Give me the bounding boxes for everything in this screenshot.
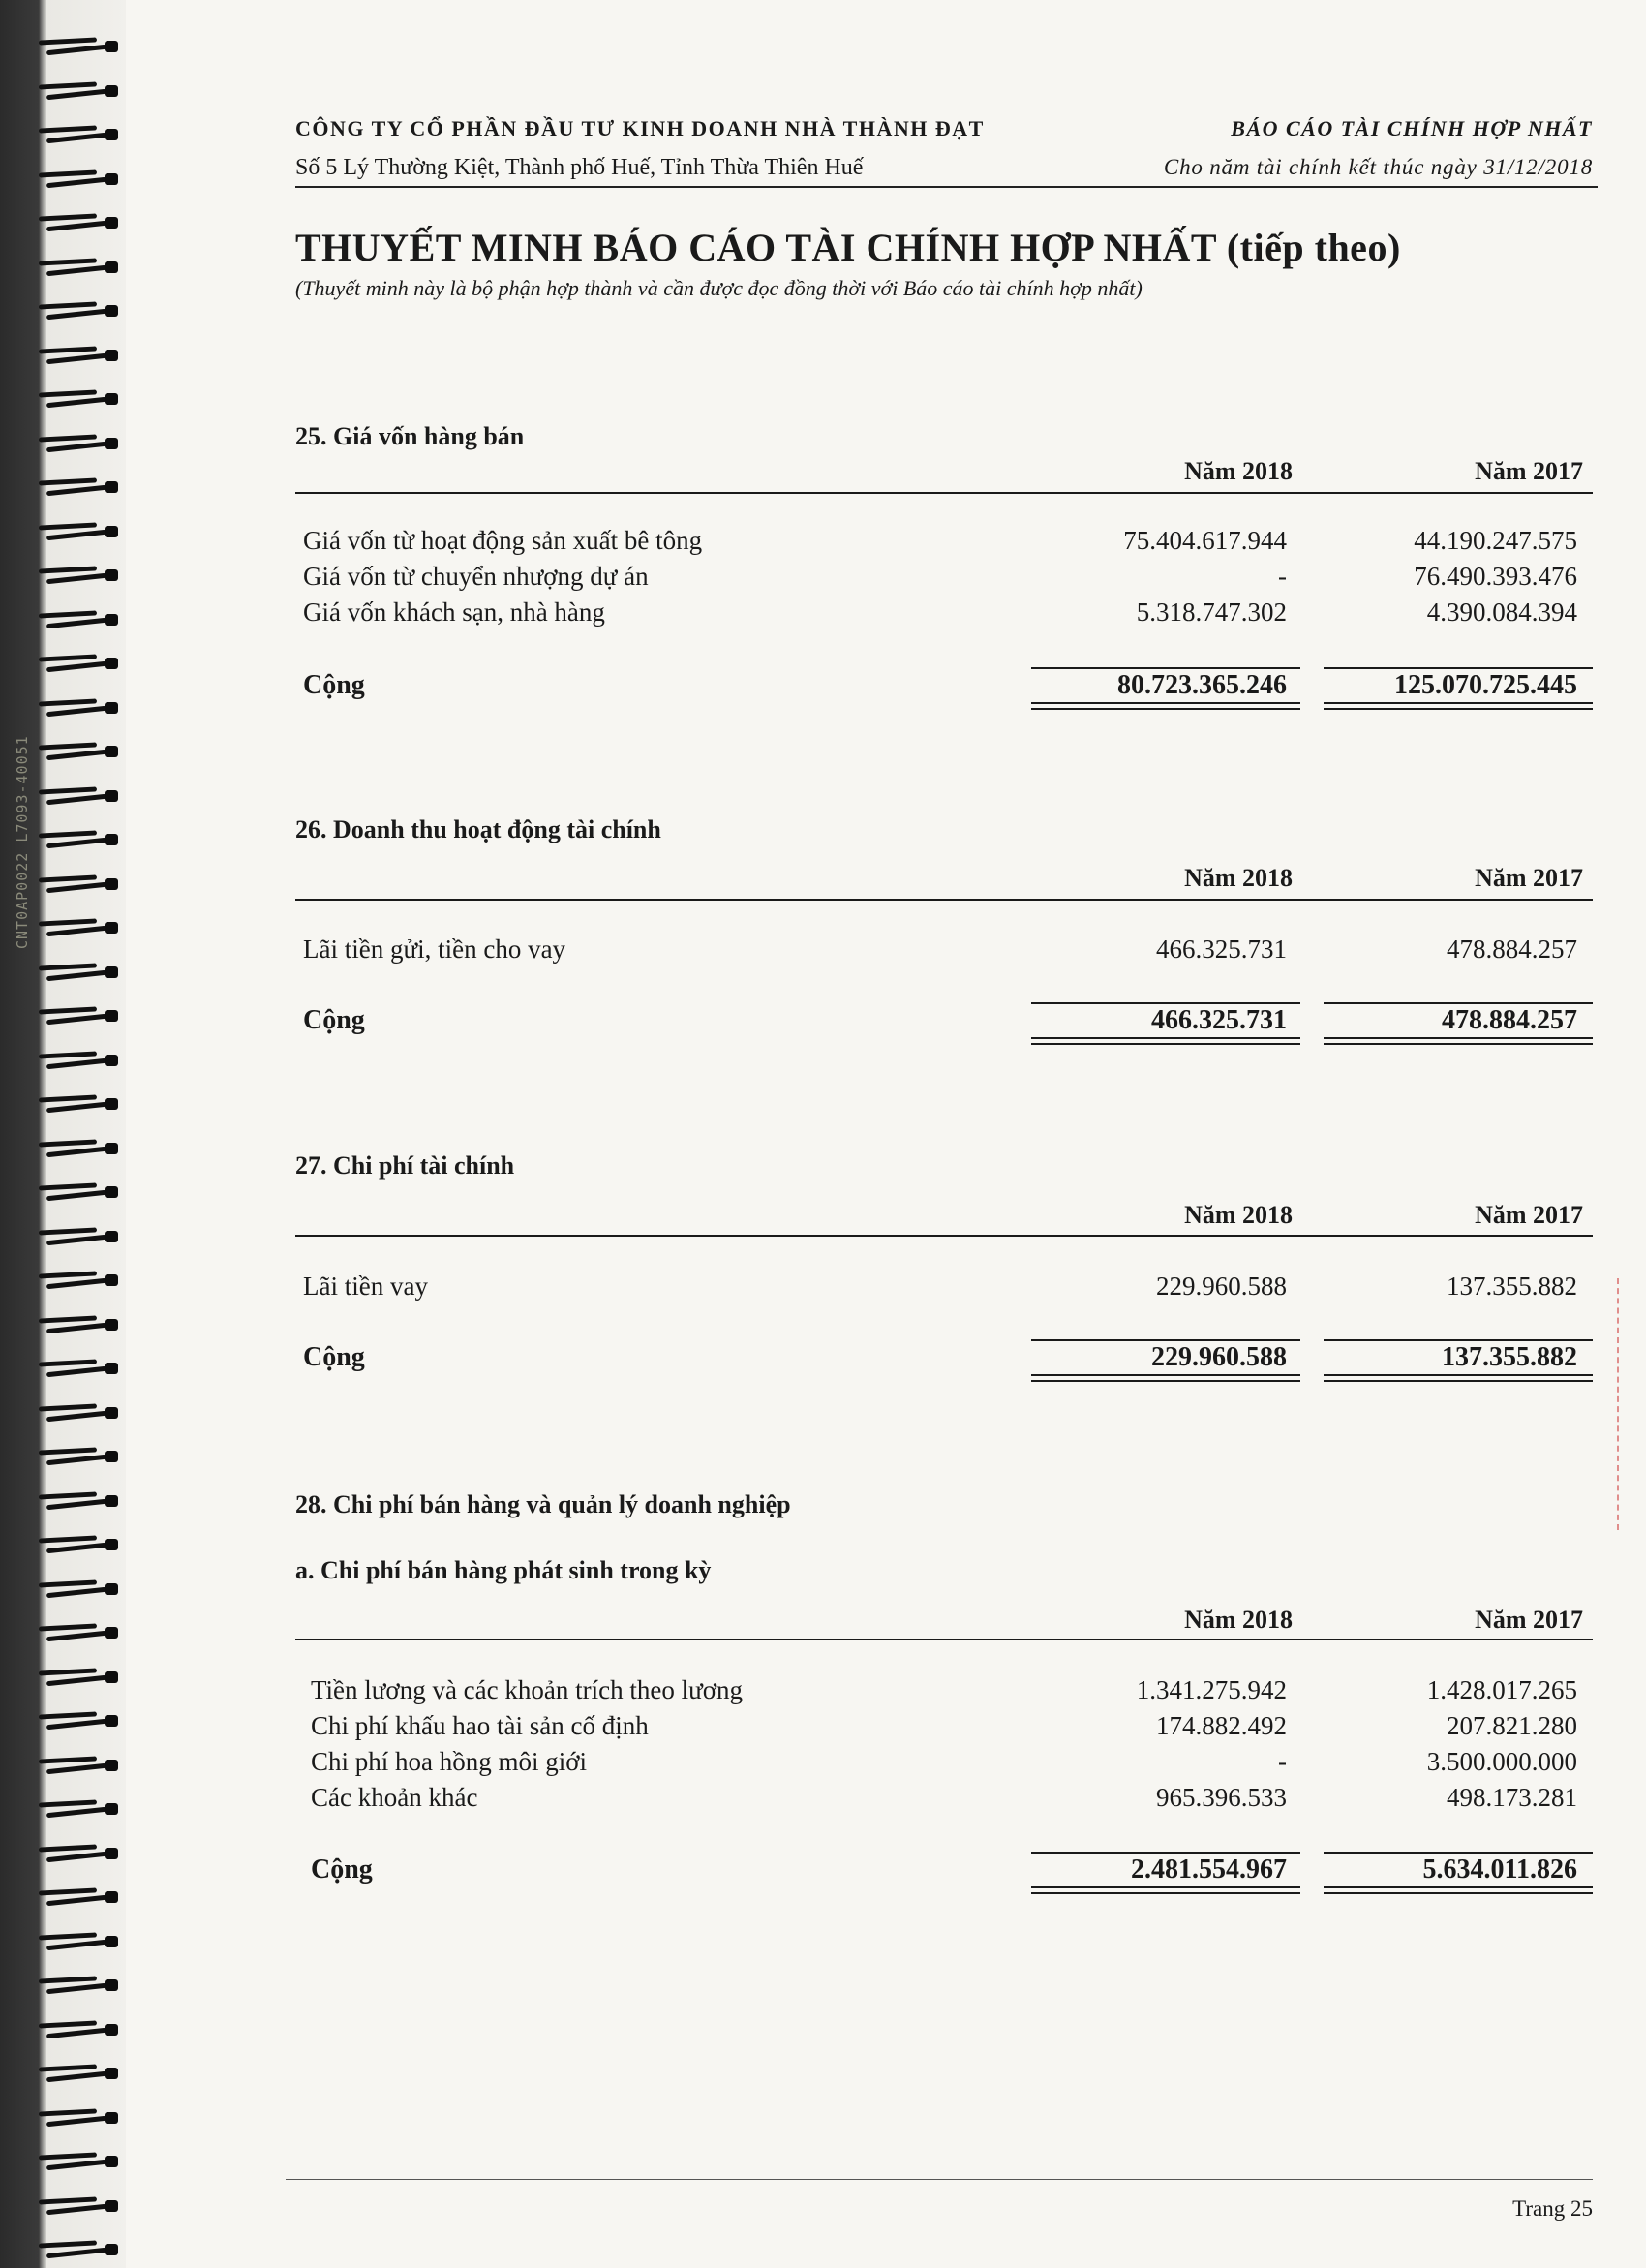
column-header-2018: Năm 2018 bbox=[1184, 1201, 1293, 1229]
binding-ring bbox=[39, 920, 116, 935]
company-name: CÔNG TY CỔ PHẦN ĐẦU TƯ KINH DOANH NHÀ THÀNH ĐẠT bbox=[295, 116, 985, 140]
total-2017: 125.070.725.445 bbox=[1394, 670, 1577, 700]
section-title: 28. Chi phí bán hàng và quản lý doanh nghiệp bbox=[295, 1490, 791, 1518]
binding-ring bbox=[39, 1977, 116, 1993]
binding-ring bbox=[39, 1801, 116, 1817]
column-header-2017: Năm 2017 bbox=[1475, 1201, 1583, 1229]
binding-ring bbox=[39, 876, 116, 892]
page-number: Trang 25 bbox=[1512, 2196, 1593, 2221]
column-header-2017: Năm 2017 bbox=[1475, 457, 1583, 485]
binding-ring bbox=[39, 1493, 116, 1509]
binding-ring bbox=[39, 83, 116, 99]
side-code: CNT0AP0022 L7093-40051 bbox=[14, 735, 31, 949]
section-title: 27. Chi phí tài chính bbox=[295, 1151, 515, 1180]
binding-ring bbox=[39, 2242, 116, 2257]
binding-ring bbox=[39, 832, 116, 847]
header-rule bbox=[295, 1639, 1593, 1640]
value-2017: 44.190.247.575 bbox=[1414, 526, 1577, 555]
value-2018: 5.318.747.302 bbox=[1136, 598, 1287, 627]
binding-ring bbox=[39, 348, 116, 363]
value-2017: 478.884.257 bbox=[1447, 935, 1577, 964]
binding-ring bbox=[39, 2022, 116, 2038]
total-label: Cộng bbox=[303, 1342, 365, 1372]
binding-ring bbox=[39, 1449, 116, 1464]
header-rule bbox=[295, 1235, 1593, 1237]
binding-ring bbox=[39, 303, 116, 319]
value-2018: 466.325.731 bbox=[1156, 935, 1287, 964]
value-2018: 174.882.492 bbox=[1156, 1711, 1287, 1740]
row-label: Các khoản khác bbox=[311, 1783, 478, 1812]
row-label: Lãi tiền vay bbox=[303, 1272, 428, 1301]
column-header-2018: Năm 2018 bbox=[1184, 457, 1293, 485]
binding-ring bbox=[39, 1229, 116, 1244]
section-title: 25. Giá vốn hàng bán bbox=[295, 422, 525, 450]
row-label: Giá vốn từ chuyển nhượng dự án bbox=[303, 562, 649, 591]
binding-ring bbox=[39, 2110, 116, 2126]
binding-ring bbox=[39, 1317, 116, 1333]
binding-ring bbox=[39, 127, 116, 142]
binding-ring bbox=[39, 479, 116, 495]
binding-ring bbox=[39, 215, 116, 230]
row-label: Giá vốn từ hoạt động sản xuất bê tông bbox=[303, 526, 703, 555]
total-2017: 5.634.011.826 bbox=[1422, 1854, 1577, 1885]
binding-ring bbox=[39, 1184, 116, 1200]
subsection-title: a. Chi phí bán hàng phát sinh trong kỳ bbox=[295, 1556, 712, 1584]
value-2017: 137.355.882 bbox=[1447, 1272, 1577, 1301]
total-2017: 137.355.882 bbox=[1442, 1342, 1577, 1372]
header-divider bbox=[295, 186, 1598, 188]
binding-ring bbox=[39, 612, 116, 628]
header-rule bbox=[295, 492, 1593, 494]
company-address: Số 5 Lý Thường Kiệt, Thành phố Huế, Tỉnh Thừa Thiên Huế bbox=[295, 155, 864, 180]
spiral-binding bbox=[0, 0, 126, 2268]
binding-ring bbox=[39, 1713, 116, 1729]
footer-divider bbox=[286, 2179, 1593, 2180]
binding-ring bbox=[39, 260, 116, 275]
value-2017: 498.173.281 bbox=[1447, 1783, 1577, 1812]
binding-ring bbox=[39, 1889, 116, 1905]
binding-ring bbox=[39, 391, 116, 407]
row-label: Chi phí hoa hồng môi giới bbox=[311, 1747, 588, 1776]
binding-ring bbox=[39, 1758, 116, 1773]
row-label: Tiền lương và các khoản trích theo lương bbox=[311, 1675, 743, 1704]
total-2018: 229.960.588 bbox=[1151, 1342, 1287, 1372]
binding-ring bbox=[39, 1581, 116, 1597]
binding-ring bbox=[39, 436, 116, 451]
report-type: BÁO CÁO TÀI CHÍNH HỢP NHẤT bbox=[1231, 116, 1593, 140]
section-title: 26. Doanh thu hoạt động tài chính bbox=[295, 815, 661, 843]
value-2017: 3.500.000.000 bbox=[1426, 1747, 1577, 1776]
binding-ring bbox=[39, 2066, 116, 2081]
red-stamp-edge bbox=[1617, 1278, 1646, 1530]
binding-ring bbox=[39, 2198, 116, 2214]
total-2018: 80.723.365.246 bbox=[1117, 670, 1287, 700]
total-label: Cộng bbox=[303, 670, 365, 700]
binding-ring bbox=[39, 1934, 116, 1949]
value-2018: 965.396.533 bbox=[1156, 1783, 1287, 1812]
total-2017: 478.884.257 bbox=[1442, 1005, 1577, 1035]
binding-ring bbox=[39, 1053, 116, 1068]
row-label: Lãi tiền gửi, tiền cho vay bbox=[303, 935, 566, 964]
binding-ring bbox=[39, 788, 116, 804]
binding-ring bbox=[39, 1405, 116, 1421]
value-2017: 1.428.017.265 bbox=[1426, 1675, 1577, 1704]
binding-ring bbox=[39, 1272, 116, 1288]
value-2018: - bbox=[1278, 1747, 1287, 1776]
binding-ring bbox=[39, 1537, 116, 1552]
total-2018: 466.325.731 bbox=[1151, 1005, 1287, 1035]
binding-ring bbox=[39, 1096, 116, 1112]
binding-ring bbox=[39, 1141, 116, 1156]
binding-ring bbox=[39, 171, 116, 187]
value-2018: - bbox=[1278, 562, 1287, 591]
column-header-2017: Năm 2017 bbox=[1475, 864, 1583, 892]
column-header-2018: Năm 2018 bbox=[1184, 1606, 1293, 1634]
total-label: Cộng bbox=[311, 1854, 373, 1885]
binding-ring bbox=[39, 39, 116, 54]
total-2018: 2.481.554.967 bbox=[1131, 1854, 1287, 1885]
binding-ring bbox=[39, 524, 116, 539]
report-period: Cho năm tài chính kết thúc ngày 31/12/2018 bbox=[1163, 155, 1593, 179]
binding-ring bbox=[39, 1361, 116, 1376]
binding-ring bbox=[39, 656, 116, 671]
row-label: Chi phí khấu hao tài sản cố định bbox=[311, 1711, 649, 1740]
value-2018: 1.341.275.942 bbox=[1136, 1675, 1287, 1704]
binding-ring bbox=[39, 744, 116, 759]
value-2018: 229.960.588 bbox=[1156, 1272, 1287, 1301]
binding-ring bbox=[39, 567, 116, 583]
column-header-2017: Năm 2017 bbox=[1475, 1606, 1583, 1634]
binding-ring bbox=[39, 1625, 116, 1640]
binding-ring bbox=[39, 1008, 116, 1024]
header-rule bbox=[295, 899, 1593, 901]
value-2017: 4.390.084.394 bbox=[1426, 598, 1577, 627]
row-label: Giá vốn khách sạn, nhà hàng bbox=[303, 598, 605, 627]
binding-ring bbox=[39, 700, 116, 716]
binding-ring bbox=[39, 1846, 116, 1861]
binding-ring bbox=[39, 1670, 116, 1685]
value-2017: 207.821.280 bbox=[1447, 1711, 1577, 1740]
total-label: Cộng bbox=[303, 1005, 365, 1035]
binding-ring bbox=[39, 2154, 116, 2169]
column-header-2018: Năm 2018 bbox=[1184, 864, 1293, 892]
document-title: THUYẾT MINH BÁO CÁO TÀI CHÍNH HỢP NHẤT (tiếp theo) bbox=[295, 226, 1401, 269]
document-subtitle: (Thuyết minh này là bộ phận hợp thành và cần được đọc đồng thời với Báo cáo tài chính hợp nhất) bbox=[295, 276, 1143, 300]
binding-ring bbox=[39, 965, 116, 980]
value-2017: 76.490.393.476 bbox=[1414, 562, 1577, 591]
value-2018: 75.404.617.944 bbox=[1123, 526, 1287, 555]
